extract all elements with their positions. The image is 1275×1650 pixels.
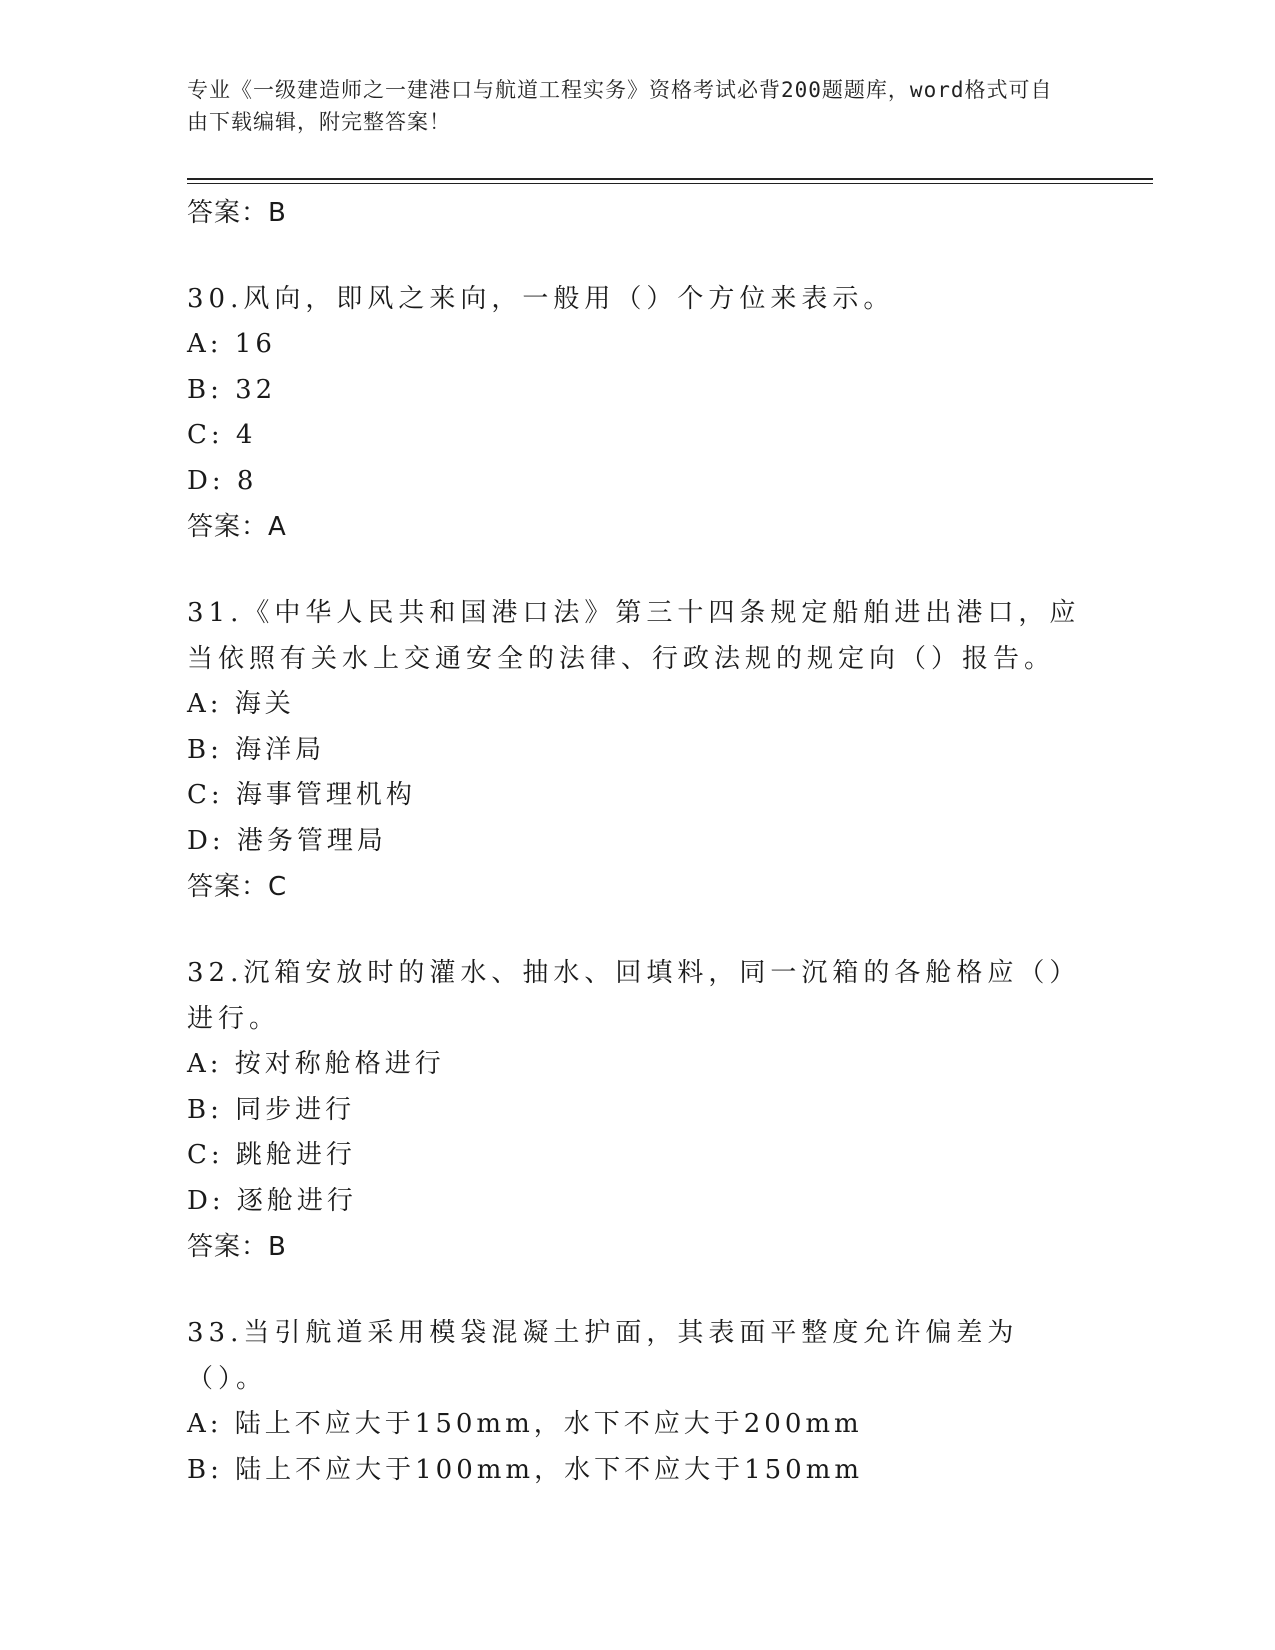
answer: 答案：C — [187, 872, 288, 902]
option-c: C: 4 — [187, 420, 257, 450]
option-a: A: 16 — [187, 329, 276, 359]
option-d: D: 逐舱进行 — [187, 1185, 357, 1216]
question-list — [187, 190, 1087, 1493]
question-30 — [187, 276, 1087, 550]
question-31 — [187, 590, 1087, 910]
previous-answer: 答案：B — [187, 198, 287, 228]
answer: 答案：A — [187, 512, 287, 542]
question-text: 32.沉箱安放时的灌水、抽水、回填料，同一沉箱的各舱格应（）进行。 — [187, 958, 1081, 1034]
option-b: B: 32 — [187, 374, 277, 405]
question-33 — [187, 1310, 1087, 1493]
option-d: D: 8 — [187, 465, 258, 496]
option-a: A: 海关 — [187, 689, 295, 719]
question-32 — [187, 950, 1087, 1270]
option-a: A: 按对称舱格进行 — [187, 1049, 445, 1079]
option-b: B: 陆上不应大于100mm，水下不应大于150mm — [187, 1454, 864, 1485]
question-text: 31.《中华人民共和国港口法》第三十四条规定船舶进出港口，应当依照有关水上交通安全的法律、行政法规的规定向（）报告。 — [187, 598, 1081, 674]
question-text: 30.风向，即风之来向，一般用（）个方位来表示。 — [187, 284, 895, 314]
option-c: C: 海事管理机构 — [187, 780, 416, 810]
option-d: D: 港务管理局 — [187, 825, 387, 856]
option-b: B: 海洋局 — [187, 734, 326, 765]
option-c: C: 跳舱进行 — [187, 1140, 356, 1170]
option-b: B: 同步进行 — [187, 1094, 356, 1125]
header-divider — [187, 178, 1153, 184]
answer: 答案：B — [187, 1232, 287, 1262]
option-a: A: 陆上不应大于150mm，水下不应大于200mm — [187, 1409, 863, 1439]
document-header: 专业《一级建造师之一建港口与航道工程实务》资格考试必背200题题库，word格式可自由下载编辑，附完整答案！ — [187, 78, 1053, 134]
question-text: 33.当引航道采用模袋混凝土护面，其表面平整度允许偏差为（）。 — [187, 1318, 1019, 1394]
